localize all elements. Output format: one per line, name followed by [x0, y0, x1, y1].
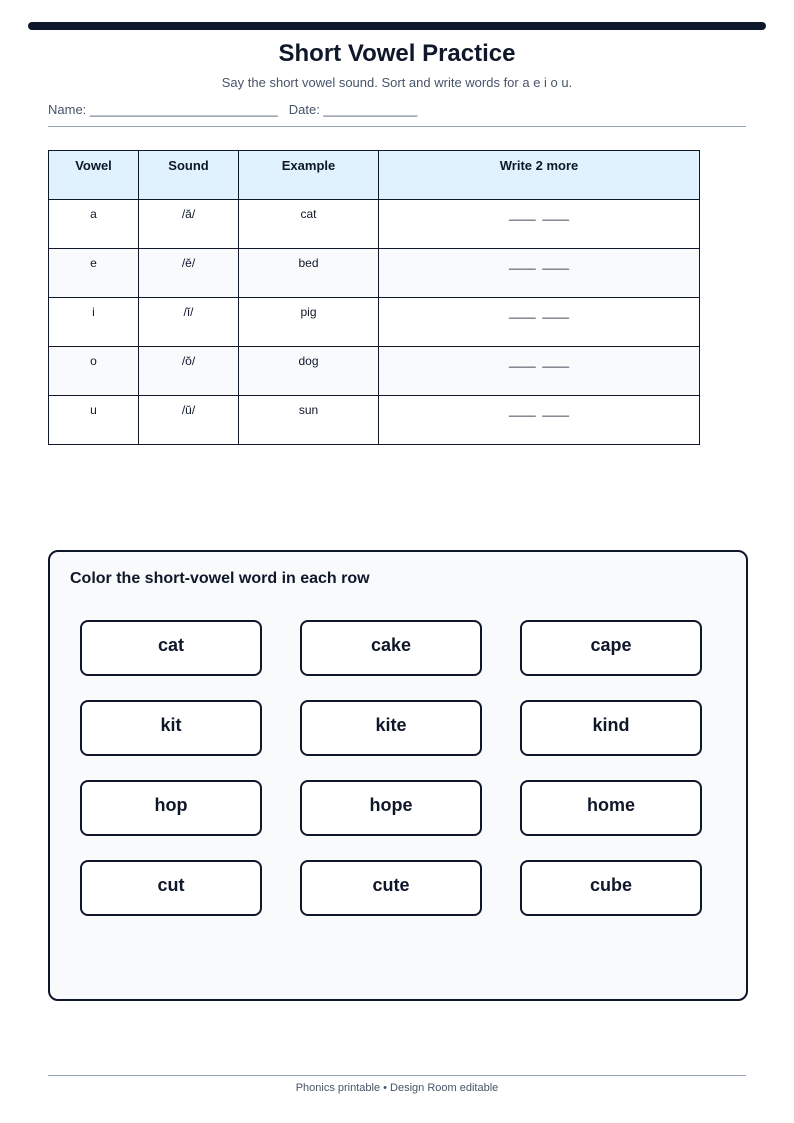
- write-cell[interactable]: ____ ____: [379, 396, 700, 445]
- word-box-kit[interactable]: kit: [80, 700, 262, 756]
- page-subtitle: Say the short vowel sound. Sort and write words for a e i o u.: [221, 75, 573, 90]
- word-box-cat[interactable]: cat: [80, 620, 262, 676]
- column-header-write: Write 2 more: [379, 151, 700, 200]
- page-title: Short Vowel Practice: [278, 40, 516, 67]
- name-date-row: [48, 102, 417, 117]
- word-box-kind[interactable]: kind: [520, 700, 702, 756]
- example-cell: dog: [239, 347, 379, 396]
- example-cell: sun: [239, 396, 379, 445]
- footer-divider: [48, 1075, 746, 1076]
- sound-cell: /ă/: [139, 200, 239, 249]
- table-row: [49, 396, 700, 445]
- word-box-cape[interactable]: cape: [520, 620, 702, 676]
- example-cell: cat: [239, 200, 379, 249]
- write-cell[interactable]: ____ ____: [379, 347, 700, 396]
- activity-title: Color the short-vowel word in each row: [70, 570, 370, 587]
- word-box-cake[interactable]: cake: [300, 620, 482, 676]
- header-divider: [48, 126, 746, 127]
- sound-cell: /ĭ/: [139, 298, 239, 347]
- write-cell[interactable]: ____ ____: [379, 249, 700, 298]
- vowel-cell: o: [49, 347, 139, 396]
- footer-text: Phonics printable • Design Room editable: [295, 1082, 499, 1094]
- vowel-table: [48, 150, 700, 445]
- table-header-row: [49, 151, 700, 200]
- vowel-cell: e: [49, 249, 139, 298]
- top-accent-bar: [28, 22, 766, 30]
- word-box-cut[interactable]: cut: [80, 860, 262, 916]
- column-header-sound: Sound: [139, 151, 239, 200]
- word-box-hope[interactable]: hope: [300, 780, 482, 836]
- word-box-cute[interactable]: cute: [300, 860, 482, 916]
- word-box-kite[interactable]: kite: [300, 700, 482, 756]
- date-field[interactable]: Date: _____________: [288, 102, 418, 117]
- word-box-home[interactable]: home: [520, 780, 702, 836]
- coloring-activity-panel: [48, 550, 748, 1001]
- write-cell[interactable]: ____ ____: [379, 200, 700, 249]
- vowel-cell: i: [49, 298, 139, 347]
- word-grid: [80, 620, 704, 916]
- column-header-vowel: Vowel: [49, 151, 139, 200]
- table-row: [49, 298, 700, 347]
- word-box-cube[interactable]: cube: [520, 860, 702, 916]
- word-box-hop[interactable]: hop: [80, 780, 262, 836]
- table-row: [49, 249, 700, 298]
- column-header-example: Example: [239, 151, 379, 200]
- name-field[interactable]: Name: __________________________: [48, 102, 278, 117]
- vowel-cell: u: [49, 396, 139, 445]
- example-cell: bed: [239, 249, 379, 298]
- example-cell: pig: [239, 298, 379, 347]
- sound-cell: /ŏ/: [139, 347, 239, 396]
- vowel-cell: a: [49, 200, 139, 249]
- table-row: [49, 200, 700, 249]
- table-row: [49, 347, 700, 396]
- write-cell[interactable]: ____ ____: [379, 298, 700, 347]
- sound-cell: /ŭ/: [139, 396, 239, 445]
- sound-cell: /ĕ/: [139, 249, 239, 298]
